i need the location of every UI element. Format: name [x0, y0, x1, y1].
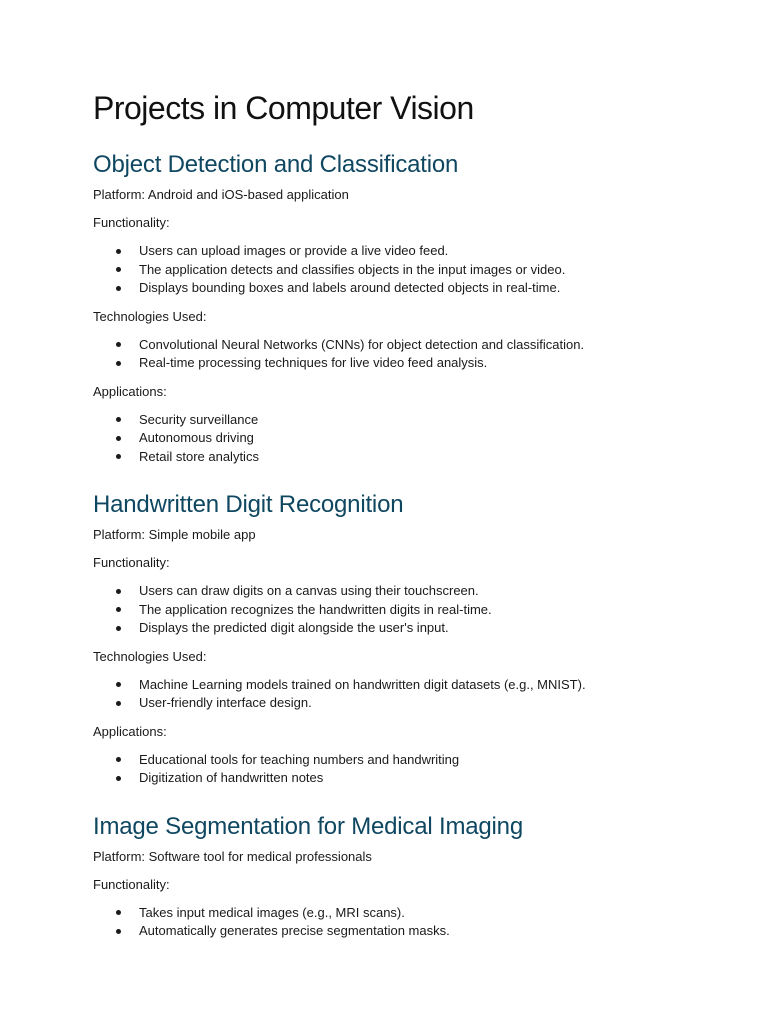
applications-label: Applications: [93, 383, 167, 399]
bullet-icon [116, 267, 121, 272]
list-item [93, 261, 675, 280]
list-item [93, 411, 675, 430]
bullet-icon [116, 249, 121, 254]
functionality-list [93, 904, 675, 941]
list-item [93, 336, 675, 355]
list-item-text: Displays the predicted digit alongside the user's input. [139, 620, 449, 635]
functionality-list [93, 582, 675, 638]
technologies-list [93, 336, 675, 373]
technologies-label: Technologies Used: [93, 308, 207, 324]
list-item [93, 751, 675, 770]
bullet-icon [116, 436, 121, 441]
section-object-detection [93, 150, 675, 466]
platform-text: Platform: Android and iOS-based application [93, 187, 349, 202]
list-item-text: Users can draw digits on a canvas using their touchscreen. [139, 583, 479, 598]
list-item [93, 601, 675, 620]
section-medical-segmentation [93, 812, 675, 941]
functionality-label: Functionality: [93, 876, 170, 892]
platform-text: Platform: Software tool for medical professionals [93, 848, 372, 864]
list-item-text: Security surveillance [139, 411, 259, 427]
applications-list [93, 411, 675, 467]
bullet-icon [116, 910, 121, 915]
list-item-text: The application recognizes the handwritten digits in real-time. [139, 601, 492, 617]
bullet-icon [116, 361, 121, 366]
list-item [93, 279, 675, 298]
list-item-text: The application detects and classifies objects in the input images or video. [139, 261, 566, 277]
list-item-text: Digitization of handwritten notes [139, 770, 324, 785]
page-title: Projects in Computer Vision [93, 90, 474, 126]
section-heading: Handwritten Digit Recognition [93, 491, 404, 518]
list-item-text: Convolutional Neural Networks (CNNs) for object detection and classification. [139, 336, 585, 352]
bullet-icon [116, 682, 121, 687]
bullet-icon [116, 607, 121, 612]
list-item [93, 429, 675, 448]
list-item [93, 769, 675, 788]
technologies-list [93, 676, 675, 713]
list-item [93, 619, 675, 638]
section-heading: Image Segmentation for Medical Imaging [93, 812, 523, 840]
functionality-label: Functionality: [93, 555, 170, 570]
list-item-text: Takes input medical images (e.g., MRI scans). [139, 904, 405, 920]
bullet-icon [116, 342, 121, 347]
applications-list [93, 751, 675, 788]
functionality-label: Functionality: [93, 215, 170, 230]
list-item-text: Machine Learning models trained on handwritten digit datasets (e.g., MNIST). [139, 676, 586, 692]
bullet-icon [116, 626, 121, 631]
bullet-icon [116, 701, 121, 706]
bullet-icon [116, 757, 121, 762]
list-item-text: Automatically generates precise segmentation masks. [139, 923, 450, 938]
list-item [93, 694, 675, 713]
platform-text: Platform: Simple mobile app [93, 527, 256, 542]
list-item [93, 904, 675, 923]
bullet-icon [116, 417, 121, 422]
bullet-icon [116, 454, 121, 459]
technologies-label: Technologies Used: [93, 648, 207, 664]
list-item [93, 354, 675, 373]
list-item [93, 448, 675, 467]
bullet-icon [116, 776, 121, 781]
list-item-text: Autonomous driving [139, 430, 254, 445]
list-item-text: Users can upload images or provide a live video feed. [139, 243, 449, 258]
list-item-text: Educational tools for teaching numbers and handwriting [139, 751, 460, 767]
list-item [93, 676, 675, 695]
list-item [93, 582, 675, 601]
list-item-text: User-friendly interface design. [139, 695, 312, 710]
list-item [93, 242, 675, 261]
bullet-icon [116, 929, 121, 934]
bullet-icon [116, 589, 121, 594]
list-item [93, 922, 675, 941]
section-handwritten-digit [93, 490, 675, 788]
section-heading: Object Detection and Classification [93, 151, 459, 178]
list-item-text: Retail store analytics [139, 448, 259, 464]
bullet-icon [116, 286, 121, 291]
list-item-text: Real-time processing techniques for live video feed analysis. [139, 355, 488, 370]
applications-label: Applications: [93, 723, 167, 739]
list-item-text: Displays bounding boxes and labels around detected objects in real-time. [139, 280, 561, 295]
functionality-list [93, 242, 675, 298]
